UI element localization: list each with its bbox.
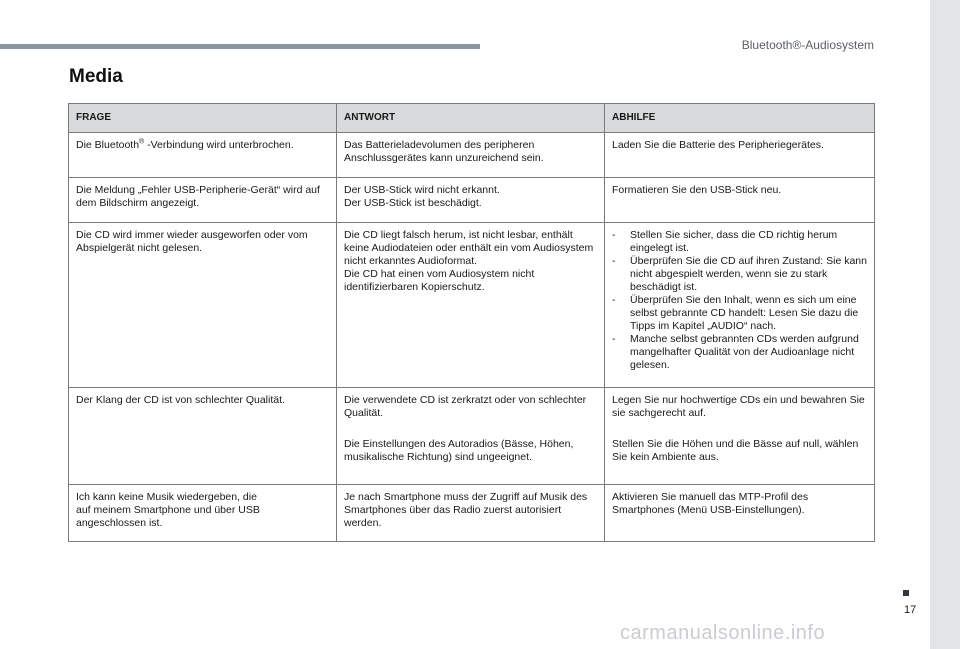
question-cell: Der Klang der CD ist von schlechter Qualität. — [69, 388, 337, 485]
table-row — [69, 133, 875, 178]
answer-line: Die CD hat einen vom Audiosystem nicht identifizierbaren Kopierschutz. — [344, 268, 535, 293]
page-title: Media — [69, 66, 123, 87]
question-cell: Die Bluetooth® -Verbindung wird unterbrochen. — [69, 133, 337, 178]
answer-cell: Je nach Smartphone muss der Zugriff auf Musik des Smartphones über das Radio zuerst autorisiert werden. — [337, 485, 605, 542]
remedy-cell: Stellen Sie die Höhen und die Bässe auf null, wählen Sie kein Ambiente aus. — [605, 432, 875, 485]
column-header-answer: ANTWORT — [337, 104, 605, 133]
table-row — [69, 223, 875, 388]
answer-line: Der USB-Stick wird nicht erkannt. — [344, 184, 500, 196]
table-row — [69, 388, 875, 433]
question-cell: Die CD wird immer wieder ausgeworfen oder vom Abspielgerät nicht gelesen. — [69, 223, 337, 388]
remedy-cell: Aktivieren Sie manuell das MTP-Profil des Smartphones (Menü USB-Einstellungen). — [605, 485, 875, 542]
list-item: - Überprüfen Sie die CD auf ihren Zustand: Sie kann nicht abgespielt werden, wenn sie zu stark beschädigt ist. — [612, 255, 867, 293]
table-row — [69, 178, 875, 223]
answer-cell: Die Einstellungen des Autoradios (Bässe, Höhen, musikalische Richtung) sind ungeeignet. — [337, 432, 605, 485]
list-item: - Manche selbst gebrannten CDs werden aufgrund mangelhafter Qualität von der Audioanlage nicht gelesen. — [612, 333, 859, 371]
question-cell: Die Meldung „Fehler USB-Peripherie-Gerät“ wird auf dem Bildschirm angezeigt. — [69, 178, 337, 223]
table-header-row — [69, 104, 875, 133]
list-item: - Überprüfen Sie den Inhalt, wenn es sich um eine selbst gebrannte CD handelt: Lesen Sie dazu die Tipps im Kapitel „AUDIO“ nach. — [612, 294, 859, 332]
remedy-list — [612, 229, 868, 372]
watermark: carmanualsonline.info — [620, 622, 826, 644]
answer-line: Die CD liegt falsch herum, ist nicht lesbar, enthält keine Audiodateien oder enthält ein vom Audiosystem nicht erkanntes Audioformat. — [344, 229, 594, 267]
answer-cell: Die verwendete CD ist zerkratzt oder von schlechter Qualität. — [337, 388, 605, 433]
section-label: Bluetooth®-Audiosystem — [741, 38, 874, 52]
question-cell: Ich kann keine Musik wiedergeben, die auf meinem Smartphone und über USB angeschlossen ist. — [69, 485, 337, 542]
page-marker-square — [903, 590, 909, 596]
list-item: - Stellen Sie sicher, dass die CD richtig herum eingelegt ist. — [612, 229, 838, 254]
answer-cell — [337, 223, 605, 388]
answer-line: Der USB-Stick ist beschädigt. — [344, 197, 482, 209]
remedy-cell: Legen Sie nur hochwertige CDs ein und bewahren Sie sie sachgerecht auf. — [605, 388, 875, 433]
answer-cell — [337, 178, 605, 223]
troubleshooting-table — [68, 103, 875, 542]
column-header-question: FRAGE — [69, 104, 337, 133]
remedy-cell: Formatieren Sie den USB-Stick neu. — [605, 178, 875, 223]
table-row — [69, 485, 875, 542]
page-edge-strip — [930, 0, 960, 649]
answer-cell: Das Batterieladevolumen des peripheren Anschlussgerätes kann unzureichend sein. — [337, 133, 605, 178]
column-header-remedy: ABHILFE — [605, 104, 875, 133]
header-bar — [0, 44, 480, 49]
remedy-cell — [605, 223, 875, 388]
registered-mark: ® — [139, 138, 145, 146]
remedy-cell: Laden Sie die Batterie des Peripheriegerätes. — [605, 133, 875, 178]
page-number: 17 — [904, 604, 917, 616]
